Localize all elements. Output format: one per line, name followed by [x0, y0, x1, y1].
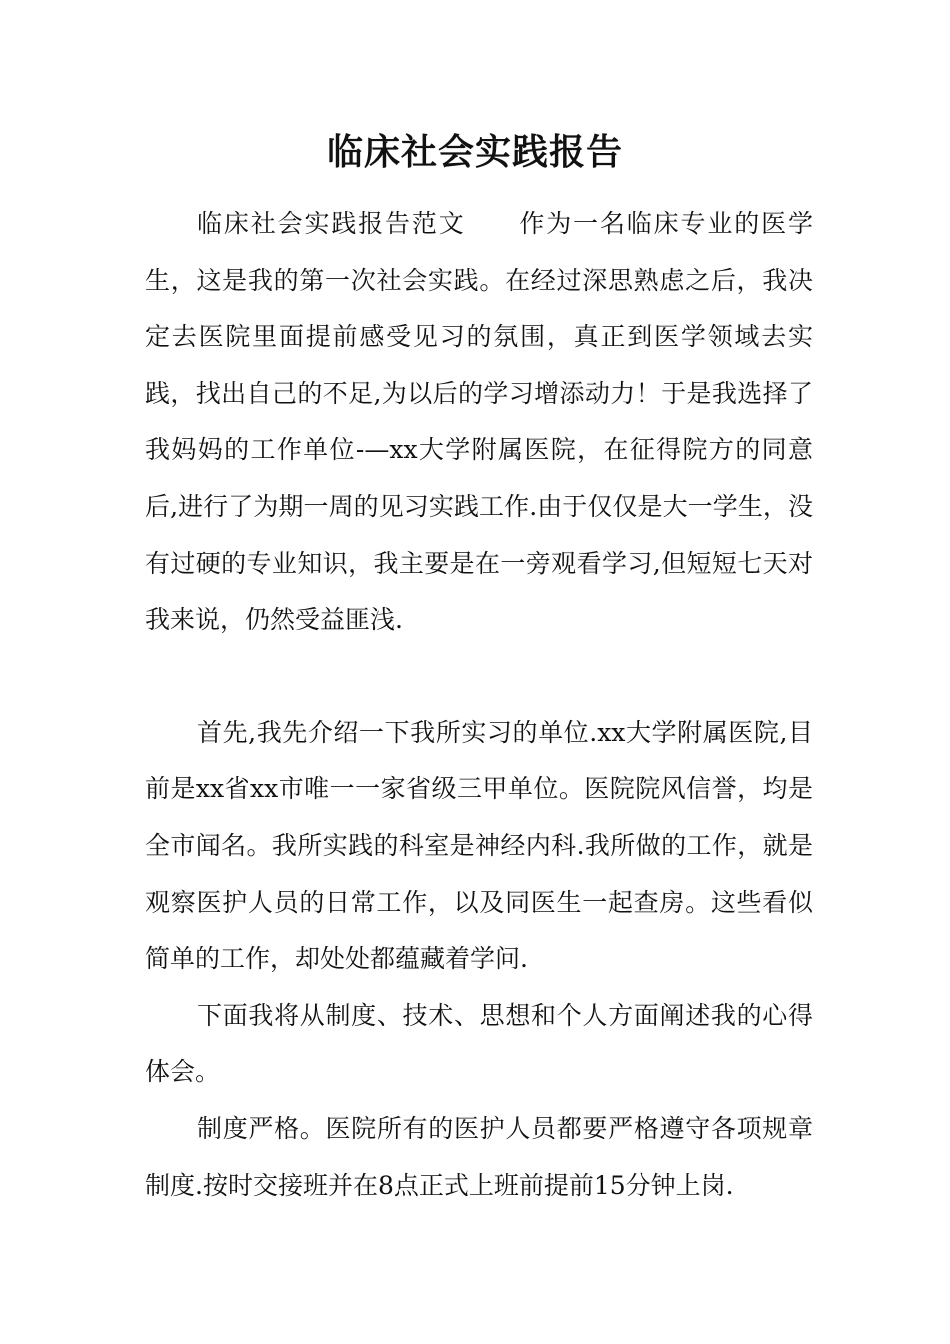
- paragraph-intro: 临床社会实践报告范文 作为一名临床专业的医学生，这是我的第一次社会实践。在经过深思熟虑之后，我决定去医院里面提前感受见习的氛围，真正到医学领域去实践，找出自己的不足,为以后的学习增添动力！于是我选择了我妈妈的工作单位-—xx大学附属医院，在征得院方的同意后,进行了为期一周的见习实践工作.由于仅仅是大一学生，没有过硬的专业知识，我主要是在一旁观看学习,但短短七天对我来说，仍然受益匪浅.: [145, 209, 813, 635]
- paragraph-strict-rules: 制度严格。医院所有的医护人员都要严格遵守各项规章制度.按时交接班并在8点正式上班前提前15分钟上岗.: [145, 1113, 813, 1200]
- document-title: 临床社会实践报告: [326, 131, 623, 173]
- paragraph-spacer: [145, 649, 813, 705]
- paragraph-unit-introduction: 首先,我先介绍一下我所实习的单位.xx大学附属医院,目前是xx省xx市唯一一家省级三甲单位。医院院风信誉，均是全市闻名。我所实践的科室是神经内科.我所做的工作，就是观察医护人员的日常工作，以及同医生一起查房。这些看似简单的工作，却处处都蕴藏着学问.: [145, 717, 813, 974]
- document-body: [145, 196, 813, 1214]
- paragraph-outline: 下面我将从制度、技术、思想和个人方面阐述我的心得体会。: [145, 1000, 813, 1087]
